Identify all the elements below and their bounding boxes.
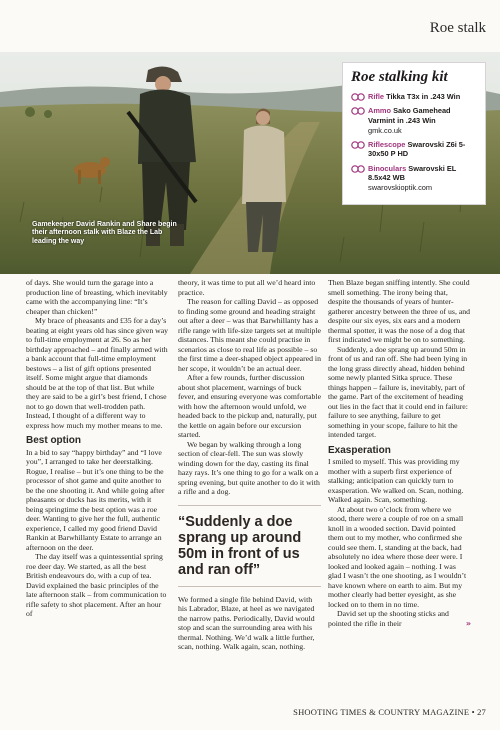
page-footer: SHOOTING TIMES & COUNTRY MAGAZINE • 27 [293, 707, 486, 717]
paragraph: The reason for calling David – as opposed to finding some ground and heading straight out after a deer – was that Barwhillanty has a rifle range with life-size targets set at multiple distances. This meant she could practise in scenarios as close to real life as possible – so the first time a deer-shaped object appeared in her scope, it wouldn’t be an actual deer. [178, 297, 321, 373]
kit-box [342, 62, 486, 205]
paragraph: In a bid to say “happy birthday” and “I love you”, I arranged to take her deerstalking. Rogue, I realise – but it’s one thing to be the processor of shot game and quite another to be the one shooting it. And while going after pheasants or ducks has its merits, with it being springtime the best option was a roe deer. Wanting to give her the full, authentic experience, I called my good friend David Rankin at Barwhillanty Estate to arrange an afternoon on the deer. [26, 447, 165, 552]
kit-title: Roe stalking kit [351, 69, 448, 85]
section-tag: Roe stalk [429, 20, 486, 36]
photo-caption: Gamekeeper David Rankin and Share begin their afternoon stalk with Blaze the Lab leading the way [32, 221, 177, 245]
paragraph: We began by walking through a long section of clear-fell. The sun was slowly winding down for the day, casting its final hazy rays. It’s one thing to go for a walk on a spring evening, but quite another to do it with a rifle and a dog. [178, 439, 320, 496]
subheading: Best option [26, 435, 81, 446]
paragraph: At about two o’clock from where we stood, there were a couple of roe on a small knoll in a wooded section. David pointed them out to my mother, who confirmed she could see them. I, standing at the back, had absolutely no idea where those deer were. I looked and looked again – nothing. I was glad I wasn’t the one shooting, as I wouldn’t have known where on earth to aim. But my mother clearly had better eyesight, as she locked on to them in no time. [328, 504, 467, 609]
paragraph: My brace of pheasants and £35 for a day’s beating at eight years old has since given way to full-time employment at 26. So as her birthday approached – and finally armed with a bank account that full-time employment bestows – a list of gift options presented itself. Some might argue that diamonds should be at the top of that list. But while they are said to be a girl’s best friend, I chose not to go down that well-trodden path. Instead, I thought of a different way to express how much my mother means to me. [26, 316, 169, 430]
kit-item [351, 164, 477, 193]
paragraph: Then Blaze began sniffing intently. She could smell something. The irony being that, despite the thousands of years of hunter-gatherer ancestry between the three of us, and despite our six eyes, six ears and a modern thermal spotter, it was the nose of a dog that first indicated we might be on to something. [328, 278, 471, 344]
kit-category: Rifle [368, 92, 385, 101]
paragraph: The day itself was a quintessential spring roe deer day. We started, as all the best British endeavours do, with a cup of tea. David explained the basic principles of the late afternoon stalk – from communication to rifle safety to shot placement. After an hour of [26, 552, 167, 618]
kit-description: Swarovski Z6i 5-30x50 P HD [368, 140, 466, 159]
paragraph: After a few rounds, further discussion about shot placement, warnings of buck fever, and ensuring everyone was comfortable with how the afternoon would unfold, we headed back to the pickup and, naturally, put the kettle on again before our excursion started. [178, 373, 322, 439]
paragraph: of days. She would turn the garage into a production line of breasting, which inevitably came with the accompanying line: “It’s cheaper than chicken!” [26, 278, 168, 316]
article-column-3 [328, 278, 471, 628]
article-column-1 [26, 278, 169, 619]
paragraph [328, 609, 471, 628]
kit-description: Swarovski EL 8.5x42 WB [368, 163, 457, 182]
pull-quote: “Suddenly a doe sprang up around 50m in front of us and ran off” [178, 505, 321, 587]
scope-reticle-icon [351, 93, 365, 101]
kit-item [351, 140, 477, 159]
kit-category: Ammo [368, 106, 391, 116]
kit-description: Tikka T3x in .243 Win [386, 92, 461, 101]
continue-arrow-icon: » [465, 618, 471, 628]
paragraph: theory, it was time to put all we’d heard into practice. [178, 278, 316, 297]
kit-category: Binoculars [368, 163, 407, 173]
kit-description: Sako Gamehead Varmint in .243 Win [368, 106, 451, 125]
paragraph: I smiled to myself. This was providing my mother with a superb first experience of stalking; anticipation can quickly turn to exasperation. We walked on. Scan, nothing. Walked again. Scan, something. [328, 457, 464, 504]
kit-item [351, 106, 477, 135]
scope-reticle-icon [351, 141, 365, 149]
article-column-2 [178, 278, 321, 652]
scope-reticle-icon [351, 165, 365, 173]
kit-url[interactable]: gmk.co.uk [368, 125, 402, 135]
subheading: Exasperation [328, 444, 391, 456]
paragraph-text: David set up the shooting sticks and pointed the rifle in their [328, 609, 449, 628]
scope-reticle-icon [351, 107, 365, 115]
kit-category: Riflescope [368, 140, 406, 149]
kit-url[interactable]: swarovskioptik.com [368, 183, 433, 192]
kit-item [351, 92, 477, 101]
paragraph: Suddenly, a doe sprang up around 50m in front of us and ran off. She had been lying in the long grass directly ahead, hidden behind some newly planted Sitka spruce. These things happen – failure is, inevitably, part of the game. Part of the excitement of heading out lies in the fact that it could end in failure: failure to see anything, failure to get something in your scope, failure to hit the intended target. [328, 344, 468, 439]
paragraph: We formed a single file behind David, with his Labrador, Blaze, at heel as we navigated the narrow paths. Periodically, David would stop and scan the surrounding area with his thermal. Nothing. We’d walk a little further, scan, nothing. Walk again, scan, nothing. [178, 594, 315, 651]
